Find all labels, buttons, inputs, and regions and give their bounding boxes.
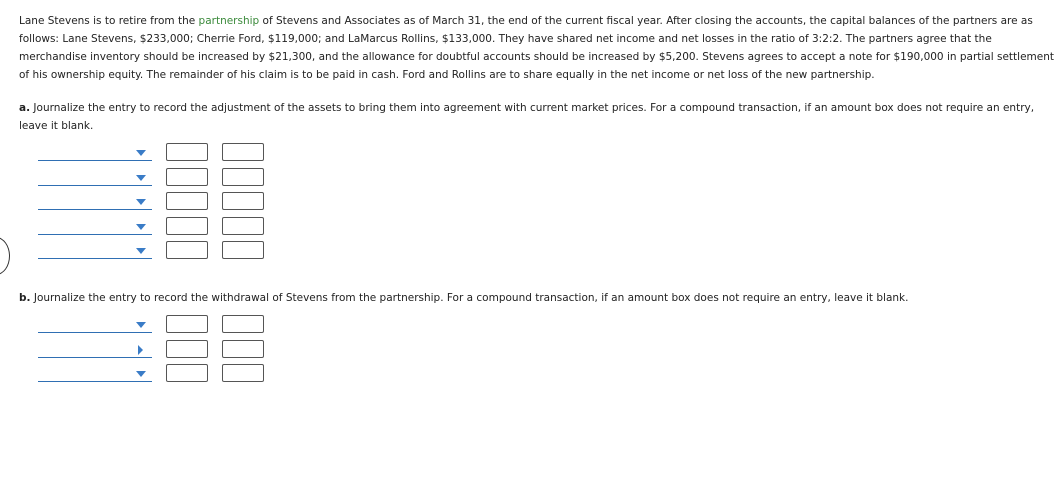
- problem-text-2: of Stevens and Associates as of March 31, the end of the current fiscal year. After closing the accounts, the capital balances of the partners are as follows: Lane Stevens, $233,000; Cherrie Ford, $119,000; and LaMarcus Rollins, $133,000. They have shared net income and net losses in the ratio of 3:2:2. The partners agree that the merchandise inventory should be increased by $21,300, and the allowance for doubtful accounts should be increased by $5,200. Stevens agrees to accept a note for $190,000 in partial settlement of his ownership equity. The remainder of his claim is to be paid in cash. Ford and Rollins are to share equally in the net income or net loss of the new partnership.: [19, 15, 1054, 81]
- account-dropdown[interactable]: [38, 220, 152, 235]
- problem-statement: [19, 12, 1055, 84]
- problem-text-1: Lane Stevens is to retire from the: [19, 15, 199, 27]
- debit-amount-input[interactable]: [166, 340, 208, 358]
- debit-amount-input[interactable]: [166, 315, 208, 333]
- part-a-label: a.: [19, 102, 31, 114]
- partnership-link[interactable]: partnership: [198, 15, 260, 27]
- debit-amount-input[interactable]: [166, 241, 208, 259]
- part-b-label: b.: [19, 292, 31, 304]
- account-dropdown[interactable]: [38, 146, 152, 161]
- account-dropdown[interactable]: [38, 195, 152, 210]
- caret-down-icon: [136, 175, 146, 181]
- account-dropdown[interactable]: [38, 367, 152, 382]
- debit-amount-input[interactable]: [166, 143, 208, 161]
- debit-amount-input[interactable]: [166, 192, 208, 210]
- credit-amount-input[interactable]: [222, 241, 264, 259]
- caret-down-icon: [136, 322, 146, 328]
- caret-down-icon: [136, 248, 146, 254]
- caret-down-icon: [136, 371, 146, 377]
- part-b-text: Journalize the entry to record the withdrawal of Stevens from the partnership. For a compound transaction, if an amount box does not require an entry, leave it blank.: [33, 292, 909, 304]
- credit-amount-input[interactable]: [222, 143, 264, 161]
- caret-right-icon: [138, 345, 143, 355]
- account-dropdown[interactable]: [38, 171, 152, 186]
- part-a-text: Journalize the entry to record the adjustment of the assets to bring them into agreement with current market prices. For a compound transaction, if an amount box does not require an entry, leave it blank.: [19, 102, 1035, 132]
- part-b-instruction: [19, 289, 1049, 307]
- credit-amount-input[interactable]: [222, 364, 264, 382]
- account-dropdown[interactable]: [38, 318, 152, 333]
- debit-amount-input[interactable]: [166, 168, 208, 186]
- part-a-instruction: [19, 99, 1049, 135]
- credit-amount-input[interactable]: [222, 340, 264, 358]
- account-dropdown[interactable]: [38, 244, 152, 259]
- account-dropdown[interactable]: [38, 343, 152, 358]
- credit-amount-input[interactable]: [222, 168, 264, 186]
- credit-amount-input[interactable]: [222, 315, 264, 333]
- credit-amount-input[interactable]: [222, 192, 264, 210]
- side-panel-toggle[interactable]: [0, 237, 10, 275]
- caret-down-icon: [136, 224, 146, 230]
- caret-down-icon: [136, 150, 146, 156]
- debit-amount-input[interactable]: [166, 217, 208, 235]
- caret-down-icon: [136, 199, 146, 205]
- credit-amount-input[interactable]: [222, 217, 264, 235]
- debit-amount-input[interactable]: [166, 364, 208, 382]
